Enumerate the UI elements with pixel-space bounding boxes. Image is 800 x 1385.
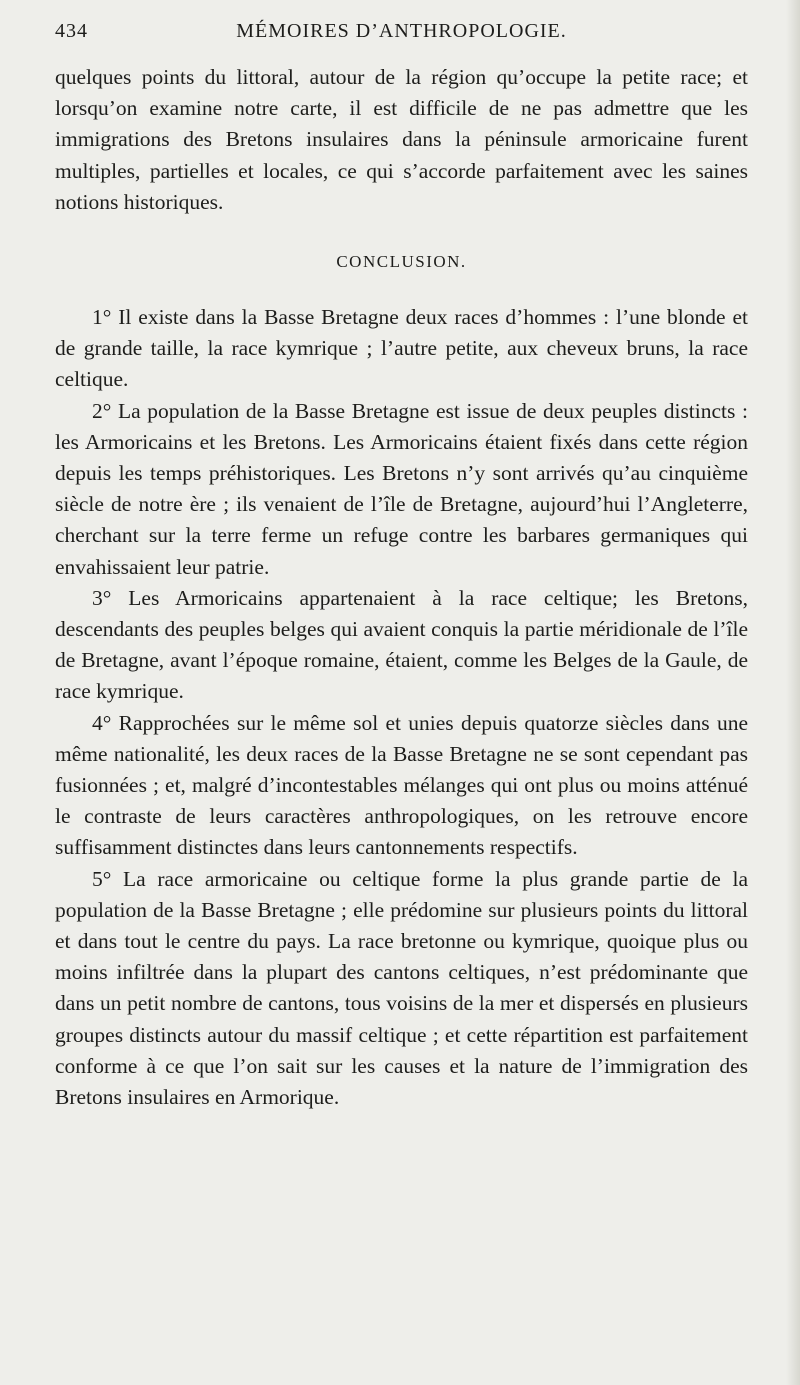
body-text bbox=[55, 62, 748, 1113]
conclusion-item-1: 1° Il existe dans la Basse Bretagne deux races d’hommes : l’une blonde et de grande taille, la race kymrique ; l’autre petite, aux cheveux bruns, la race celtique. bbox=[55, 305, 748, 392]
running-title: MÉMOIRES D’ANTHROPOLOGIE. bbox=[236, 20, 567, 42]
conclusion-item-5: 5° La race armoricaine ou celtique forme la plus grande partie de la population de la Basse Bretagne ; elle prédomine sur plusieurs points du littoral et dans tout le centre du pays. La race bretonne ou kymrique, quoique plus ou moins infiltrée dans la plupart des cantons celtiques, n’est prédominante que dans un petit nombre de cantons, tous voisins de la mer et dispersés en plusieurs groupes distincts autour du massif celtique ; et cette répartition est parfaitement conforme à ce que l’on sait sur les causes et la nature de l’immigration des Bretons insulaires en Armorique. bbox=[55, 866, 748, 1110]
page-number: 434 bbox=[55, 20, 88, 42]
page-edge-shadow bbox=[786, 0, 800, 1385]
conclusion-item-4: 4° Rapprochées sur le même sol et unies depuis quatorze siècles dans une même nationalité, les deux races de la Basse Bretagne ne se sont cependant pas fusionnées ; et, malgré d’incontestables mélanges qui ont plus ou moins atténué le contraste de leurs caractères anthropologiques, on les retrouve encore suffisamment distinctes dans leurs cantonnements respectifs. bbox=[55, 710, 748, 860]
running-header bbox=[55, 20, 748, 50]
opening-paragraph: quelques points du littoral, autour de la région qu’occupe la petite race; et lorsqu’on examine notre carte, il est difficile de ne pas admettre que les immigrations des Bretons insulaires dans la péninsule armoricaine furent multiples, partielles et locales, ce qui s’accorde parfaitement avec les saines notions historiques. bbox=[55, 65, 748, 214]
conclusion-item-3: 3° Les Armoricains appartenaient à la race celtique; les Bretons, descendants des peuples belges qui avaient conquis la partie méridionale de l’île de Bretagne, avant l’époque romaine, étaient, comme les Belges de la Gaule, de race kymrique. bbox=[55, 585, 748, 704]
section-heading: CONCLUSION. bbox=[336, 252, 467, 272]
conclusion-item-2: 2° La population de la Basse Bretagne est issue de deux peuples distincts : les Armoricains et les Bretons. Les Armoricains étaient fixés dans cette région depuis les temps préhistoriques. Les Bretons n’y sont arrivés qu’au cinquième siècle de notre ère ; ils venaient de l’île de Bretagne, aujourd’hui l’Angleterre, cherchant sur la terre ferme un refuge contre les barbares germaniques qui envahissaient leur patrie. bbox=[55, 398, 748, 579]
